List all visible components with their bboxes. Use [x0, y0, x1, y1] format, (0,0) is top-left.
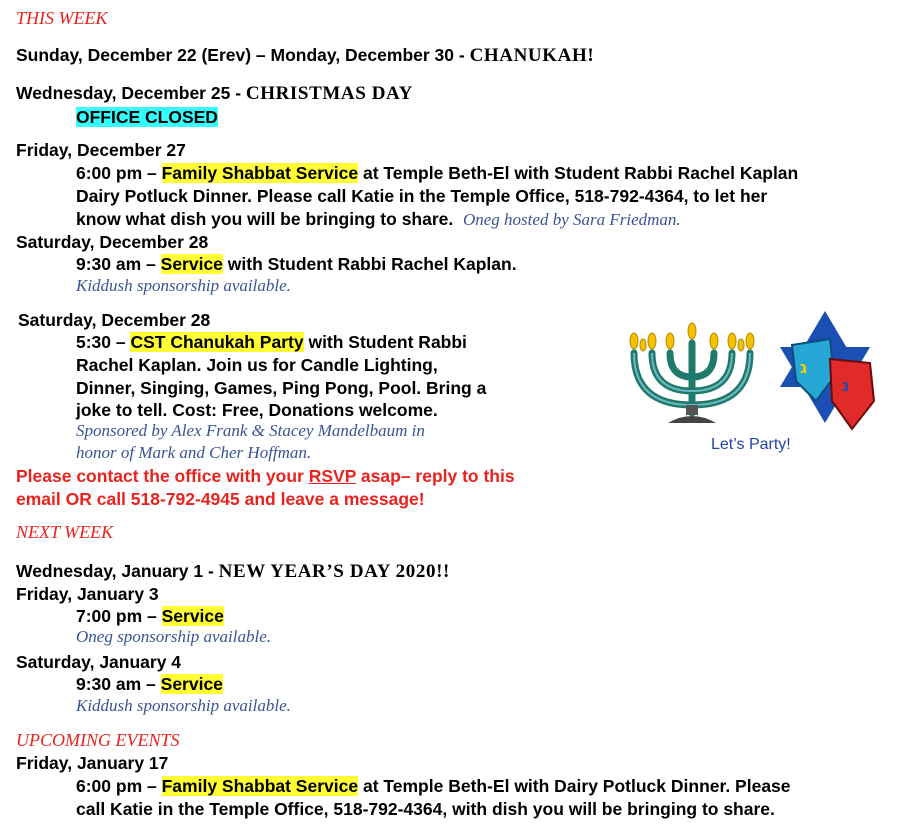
- event-day: Saturday, December 28: [16, 232, 209, 252]
- rsvp-line: [16, 465, 515, 488]
- chanukah-date: Sunday, December 22 (Erev) – Monday, December 30: [16, 45, 455, 65]
- event-name: Service: [160, 254, 223, 274]
- christmas-date: Wednesday, December 25: [16, 83, 231, 103]
- sponsor-note: Sponsored by Alex Frank & Stacey Mandelbaum in: [76, 421, 425, 440]
- office-closed-badge: OFFICE CLOSED: [76, 107, 218, 127]
- event-name: Family Shabbat Service: [161, 163, 359, 183]
- event-time: 5:30 –: [76, 332, 131, 352]
- event-line: [76, 775, 791, 797]
- event-name: CST Chanukah Party: [130, 332, 304, 352]
- sponsor-note: honor of Mark and Cher Hoffman.: [76, 443, 312, 462]
- event-time: 9:30 am –: [76, 674, 161, 694]
- event-details: at Temple Beth-El with Student Rabbi Rachel Kaplan: [358, 163, 799, 183]
- event-details-line: Dairy Potluck Dinner. Please call Katie in the Temple Office, 518-792-4364, to let her: [76, 186, 768, 206]
- christmas-line: [16, 82, 413, 105]
- event-day: Friday, January 17: [16, 753, 169, 773]
- oneg-note: Oneg hosted by Sara Friedman.: [462, 210, 681, 229]
- event-details-line: joke to tell. Cost: Free, Donations welcome.: [76, 400, 438, 420]
- event-day: Saturday, January 4: [16, 652, 182, 672]
- oneg-note: Oneg sponsorship available.: [76, 627, 272, 646]
- event-details: with Student Rabbi Rachel Kaplan.: [222, 254, 517, 274]
- separator: -: [230, 83, 246, 103]
- svg-text:ג: ג: [800, 358, 808, 377]
- separator: -: [203, 561, 219, 581]
- kiddush-note: Kiddush sponsorship available.: [76, 276, 291, 295]
- event-line: [76, 253, 517, 275]
- event-details: know what dish you will be bringing to share.: [76, 209, 454, 229]
- section-heading-this-week: THIS WEEK: [16, 8, 108, 28]
- event-line: [76, 162, 798, 184]
- event-time: 7:00 pm –: [76, 606, 162, 626]
- event-line: [76, 605, 224, 627]
- section-heading-next-week: NEXT WEEK: [16, 522, 114, 542]
- event-details: at Temple Beth-El with Dairy Potluck Dinner. Please: [358, 776, 791, 796]
- event-line: [76, 673, 223, 695]
- newyear-date: Wednesday, January 1: [16, 561, 204, 581]
- event-time: 9:30 am –: [76, 254, 161, 274]
- event-day: Saturday, December 28: [18, 310, 211, 330]
- event-name: Family Shabbat Service: [161, 776, 359, 796]
- rsvp-link[interactable]: RSVP: [308, 466, 357, 486]
- event-details-line: [76, 208, 681, 231]
- event-details: with Student Rabbi: [303, 332, 467, 352]
- event-name: Service: [160, 674, 223, 694]
- event-details-line: Dinner, Singing, Games, Ping Pong, Pool. Bring a: [76, 378, 487, 398]
- rsvp-line-2: email OR call 518-792-4945 and leave a message!: [16, 489, 425, 509]
- kiddush-note: Kiddush sponsorship available.: [76, 696, 291, 715]
- event-details-line: call Katie in the Temple Office, 518-792-4364, with dish you will be bringing to share.: [76, 799, 775, 819]
- christmas-title: CHRISTMAS DAY: [245, 83, 413, 104]
- newyear-title: NEW YEAR’S DAY 2020!!: [218, 561, 450, 582]
- event-details-line: Rachel Kaplan. Join us for Candle Lighting,: [76, 355, 438, 375]
- event-line: [76, 331, 467, 353]
- event-day: Friday, December 27: [16, 140, 186, 160]
- svg-text:נ: נ: [842, 376, 850, 395]
- chanukah-title: CHANUKAH!: [469, 45, 595, 66]
- event-day: Friday, January 3: [16, 584, 159, 604]
- image-caption: Let’s Party!: [711, 436, 791, 453]
- section-heading-upcoming: UPCOMING EVENTS: [16, 730, 180, 750]
- newyear-line: [16, 560, 450, 583]
- chanukah-line: [16, 44, 594, 67]
- office-closed-line: [76, 106, 218, 128]
- separator: -: [454, 45, 470, 65]
- rsvp-text: asap– reply to this: [356, 466, 515, 486]
- rsvp-text: Please contact the office with your: [16, 466, 309, 486]
- event-time: 6:00 pm –: [76, 163, 162, 183]
- event-time: 6:00 pm –: [76, 776, 162, 796]
- event-name: Service: [161, 606, 224, 626]
